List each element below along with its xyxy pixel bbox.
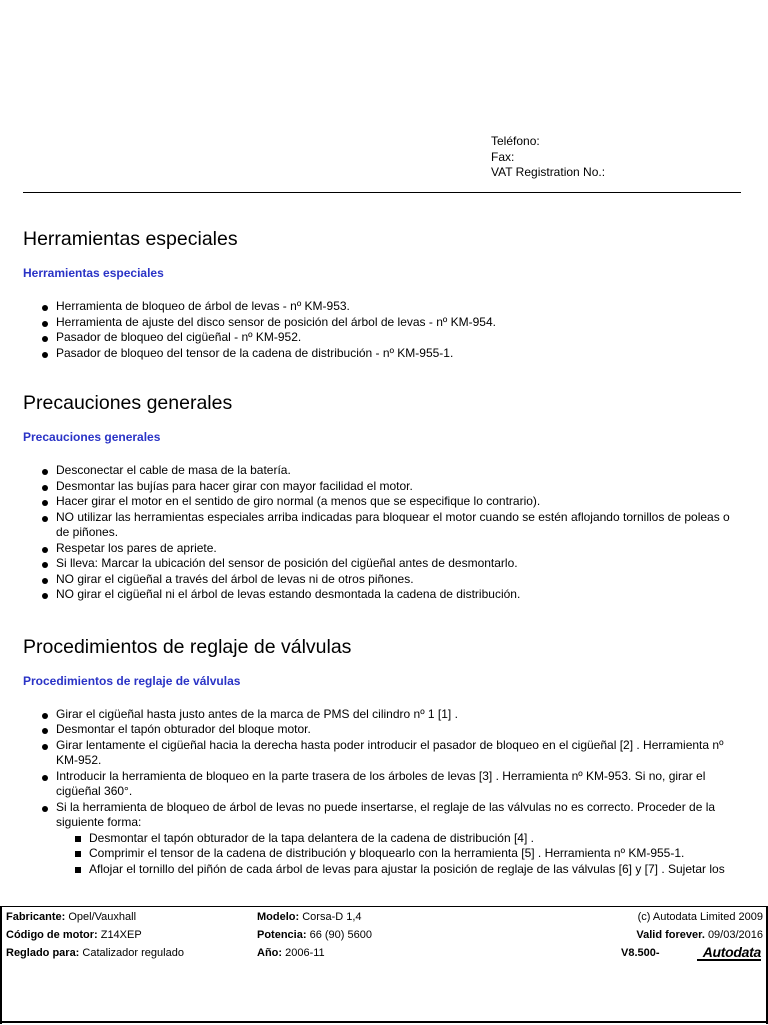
version-label: V8.500- xyxy=(621,947,660,959)
list-item: Desmontar las bujías para hacer girar con mayor facilidad el motor. xyxy=(56,479,741,495)
section-procedimientos xyxy=(23,634,741,878)
reglado-label: Reglado para: xyxy=(6,947,80,959)
ano-value: 2006-11 xyxy=(285,947,325,959)
fabricante-row xyxy=(6,911,136,923)
fabricante-value: Opel/Vauxhall xyxy=(68,911,137,923)
nested-list-item: Aflojar el tornillo del piñón de cada árbol de levas para ajustar la posición de reglaje de las válvulas [6] y [7] . Sujetar los xyxy=(89,862,741,878)
list-item: Herramienta de ajuste del disco sensor de posición del árbol de levas - nº KM-954. xyxy=(56,315,741,331)
fax-label: Fax: xyxy=(491,149,515,164)
ano-label: Año: xyxy=(257,947,283,959)
nested-list xyxy=(56,831,741,878)
vat-label: VAT Registration No.: xyxy=(491,165,606,179)
list-item: NO girar el cigüeñal ni el árbol de levas estando desmontada la cadena de distribución. xyxy=(56,587,741,603)
codigo-value: Z14XEP xyxy=(100,929,142,941)
potencia-label: Potencia: xyxy=(257,929,307,941)
contact-block xyxy=(491,134,605,181)
reglado-row xyxy=(6,947,184,959)
list-item: Respetar los pares de apriete. xyxy=(56,541,741,557)
version-row xyxy=(621,947,660,959)
section-title: Precauciones generales xyxy=(23,392,233,414)
modelo-row xyxy=(257,911,362,923)
list-item: Desmontar el tapón obturador del bloque motor. xyxy=(56,722,741,738)
list-item: Pasador de bloqueo del tensor de la cadena de distribución - nº KM-955-1. xyxy=(56,346,741,362)
list-item: NO girar el cigüeñal a través del árbol de levas ni de otros piñones. xyxy=(56,572,741,588)
footer-panel xyxy=(0,906,768,1025)
list-item: NO utilizar las herramientas especiales arriba indicadas para bloquear el motor cuando se estén aflojando tornillos de poleas o de piñones. xyxy=(56,510,741,541)
reglado-value: Catalizador regulado xyxy=(82,947,184,959)
section-title: Herramientas especiales xyxy=(23,228,238,250)
section-subtitle: Precauciones generales xyxy=(23,430,161,444)
copyright: (c) Autodata Limited 2009 xyxy=(637,911,763,923)
nested-list-item: Desmontar el tapón obturador de la tapa delantera de la cadena de distribución [4] . xyxy=(89,831,741,847)
list-item: Girar lentamente el cigüeñal hacia la derecha hasta poder introducir el pasador de bloqueo en el cigüeñal [2] . Herramienta nº KM-952. xyxy=(56,738,741,769)
brand-text: Autodata xyxy=(702,944,761,960)
list-item: Herramienta de bloqueo de árbol de levas - nº KM-953. xyxy=(56,299,741,315)
section-title: Procedimientos de reglaje de válvulas xyxy=(23,635,352,658)
section-subtitle: Herramientas especiales xyxy=(23,266,164,280)
section-herramientas xyxy=(23,226,741,361)
list-item: Pasador de bloqueo del cigüeñal - nº KM-952. xyxy=(56,330,741,346)
list-item: Si lleva: Marcar la ubicación del sensor de posición del cigüeñal antes de desmontarlo. xyxy=(56,556,741,572)
autodata-logo xyxy=(697,945,761,961)
fabricante-label: Fabricante: xyxy=(6,911,66,923)
list-item: Girar el cigüeñal hasta justo antes de la marca de PMS del cilindro nº 1 [1] . xyxy=(56,707,741,723)
nested-list-item: Comprimir el tensor de la cadena de distribución y bloquearlo con la herramienta [5] . Herramienta nº KM-955-1. xyxy=(89,846,741,862)
precaution-list xyxy=(23,463,741,603)
section-subtitle: Procedimientos de reglaje de válvulas xyxy=(23,673,241,688)
list-item: Introducir la herramienta de bloqueo en la parte trasera de los árboles de levas [3] . Herramienta nº KM-953. Si no, girar el cigüeñal 360°. xyxy=(56,769,741,800)
list-item-text: Si la herramienta de bloqueo de árbol de levas no puede insertarse, el reglaje de las válvulas no es correcto. Proceder de la siguiente forma: xyxy=(56,799,716,829)
potencia-row xyxy=(257,929,372,941)
codigo-label: Código de motor: xyxy=(6,929,98,941)
phone-label: Teléfono: xyxy=(491,134,540,148)
codigo-row xyxy=(6,929,142,941)
footer-border-bottom xyxy=(0,1021,768,1023)
modelo-label: Modelo: xyxy=(257,911,300,923)
section-precauciones xyxy=(23,390,741,603)
list-item: Desconectar el cable de masa de la batería. xyxy=(56,463,741,479)
potencia-value: 66 (90) 5600 xyxy=(309,929,372,941)
list-item xyxy=(56,800,741,878)
header-divider xyxy=(23,192,741,193)
footer-border-left xyxy=(0,906,2,1024)
ano-row xyxy=(257,947,325,959)
tool-list xyxy=(23,299,741,361)
modelo-value: Corsa-D 1,4 xyxy=(302,911,362,923)
valid-label: Valid forever. xyxy=(636,929,705,941)
validity-row xyxy=(636,929,763,941)
document-content xyxy=(23,226,741,877)
procedure-list xyxy=(23,707,741,878)
list-item: Hacer girar el motor en el sentido de giro normal (a menos que se especifique lo contrario). xyxy=(56,494,741,510)
valid-date: 09/03/2016 xyxy=(707,929,763,941)
